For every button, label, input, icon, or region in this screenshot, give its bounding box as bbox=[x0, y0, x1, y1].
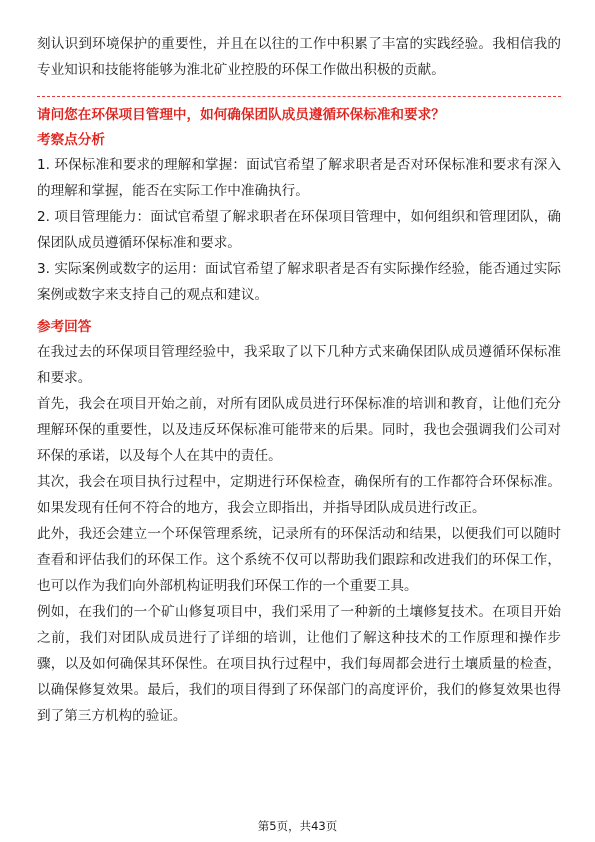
analysis-title: 考察点分析 bbox=[37, 132, 105, 148]
answer-title: 参考回答 bbox=[37, 319, 92, 335]
analysis-item: 2. 项目管理能力：面试官希望了解求职者在环保项目管理中，如何组织和管理团队，确保团队成员遵循环保标准和要求。 bbox=[37, 209, 561, 251]
answer-paragraph: 在我过去的环保项目管理经验中，我采取了以下几种方式来确保团队成员遵循环保标准和要求。 bbox=[37, 344, 561, 386]
analysis-item: 1. 环保标准和要求的理解和掌握：面试官希望了解求职者是否对环保标准和要求有深入的理解和掌握，能否在实际工作中准确执行。 bbox=[37, 157, 561, 199]
answer-paragraph: 此外，我还会建立一个环保管理系统，记录所有的环保活动和结果，以便我们可以随时查看和评估我们的环保工作。这个系统不仅可以帮助我们跟踪和改进我们的环保工作，也可以作为我们向外部机构证明我们环保工作的一个重要工具。 bbox=[37, 526, 561, 594]
intro-paragraph: 刻认识到环境保护的重要性，并且在以往的工作中积累了丰富的实践经验。我相信我的专业知识和技能将能够为淮北矿业控股的环保工作做出积极的贡献。 bbox=[37, 36, 561, 78]
section-divider bbox=[37, 96, 561, 97]
answer-paragraph: 首先，我会在项目开始之前，对所有团队成员进行环保标准的培训和教育，让他们充分理解环保的重要性，以及违反环保标准可能带来的后果。同时，我也会强调我们公司对环保的承诺，以及每个人在其中的责任。 bbox=[37, 396, 561, 464]
answer-paragraph: 例如，在我们的一个矿山修复项目中，我们采用了一种新的土壤修复技术。在项目开始之前，我们对团队成员进行了详细的培训，让他们了解这种技术的工作原理和操作步骤，以及如何确保其环保性。在项目执行过程中，我们每周都会进行土壤质量的检查，以确保修复效果。最后，我们的项目得到了环保部门的高度评价，我们的修复效果也得到了第三方机构的验证。 bbox=[37, 604, 561, 724]
analysis-item: 3. 实际案例或数字的运用：面试官希望了解求职者是否有实际操作经验，能否通过实际案例或数字来支持自己的观点和建议。 bbox=[37, 261, 561, 303]
question-heading: 请问您在环保项目管理中，如何确保团队成员遵循环保标准和要求？ bbox=[37, 107, 445, 123]
page-content bbox=[37, 31, 561, 729]
answer-paragraph: 其次，我会在项目执行过程中，定期进行环保检查，确保所有的工作都符合环保标准。如果发现有任何不符合的地方，我会立即指出，并指导团队成员进行改正。 bbox=[37, 474, 561, 516]
page-number: 第5页，共43页 bbox=[257, 819, 338, 833]
